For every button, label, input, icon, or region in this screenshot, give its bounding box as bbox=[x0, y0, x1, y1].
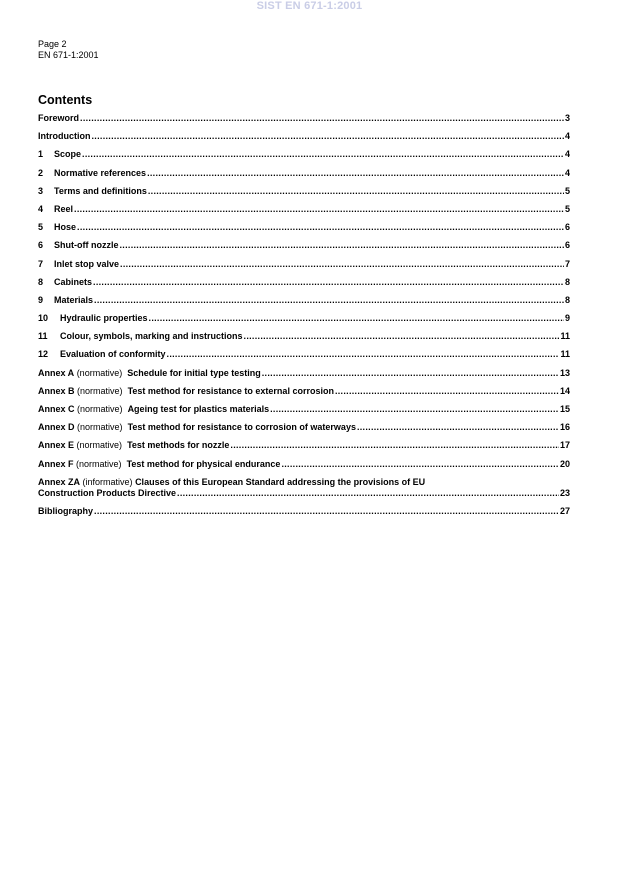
toc-page: 14 bbox=[559, 385, 570, 396]
toc-title: Evaluation of conformity bbox=[60, 349, 166, 360]
toc-page: 20 bbox=[559, 458, 570, 469]
toc-page: 11 bbox=[560, 331, 570, 342]
toc-number: 1 bbox=[38, 149, 44, 160]
toc-entry-shut-off-nozzle[interactable] bbox=[38, 240, 570, 251]
annex-label: Annex ZA bbox=[38, 476, 81, 487]
annex-type: (normative) bbox=[77, 404, 123, 414]
toc-title: Terms and definitions bbox=[54, 185, 147, 196]
toc-entry-materials[interactable] bbox=[38, 295, 570, 306]
table-of-contents bbox=[38, 113, 570, 524]
leader-dots bbox=[281, 459, 559, 470]
toc-title: Test method for physical endurance bbox=[126, 458, 281, 469]
annex-type: (normative) bbox=[77, 385, 123, 396]
toc-page: 11 bbox=[560, 349, 570, 360]
toc-entry-terms-and-definitions[interactable] bbox=[38, 186, 570, 197]
toc-entry-cabinets[interactable] bbox=[38, 277, 570, 288]
annex-label: Annex C bbox=[38, 404, 75, 414]
toc-entry-annex-e[interactable] bbox=[38, 440, 570, 451]
leader-dots bbox=[74, 204, 564, 215]
annex-type: (normative) bbox=[76, 367, 123, 378]
toc-number: 12 bbox=[38, 349, 49, 360]
leader-dots bbox=[92, 131, 564, 142]
toc-number: 10 bbox=[38, 313, 49, 324]
toc-page: 3 bbox=[564, 113, 570, 123]
leader-dots bbox=[357, 422, 559, 433]
toc-entry-annex-za[interactable] bbox=[38, 477, 570, 499]
annex-type: (normative) bbox=[76, 440, 123, 451]
annex-label: Annex B bbox=[38, 385, 75, 396]
toc-title: Bibliography bbox=[38, 505, 94, 516]
toc-title: Hose bbox=[54, 222, 77, 233]
contents-title: Contents bbox=[38, 93, 93, 107]
leader-dots bbox=[148, 186, 564, 197]
annex-label: Annex A bbox=[38, 367, 75, 378]
toc-number: 11 bbox=[38, 331, 48, 342]
toc-title: Inlet stop valve bbox=[54, 258, 120, 269]
leader-dots bbox=[167, 349, 560, 360]
toc-page: 7 bbox=[564, 258, 570, 269]
leader-dots bbox=[262, 368, 559, 379]
toc-entry-inlet-stop-valve[interactable] bbox=[38, 259, 570, 270]
toc-page: 6 bbox=[564, 222, 570, 233]
toc-number: 2 bbox=[38, 167, 44, 178]
toc-title: Hydraulic properties bbox=[60, 313, 148, 324]
toc-title: Shut-off nozzle bbox=[54, 240, 119, 251]
toc-entry-bibliography[interactable] bbox=[38, 506, 570, 517]
leader-dots bbox=[120, 240, 564, 251]
leader-dots bbox=[147, 168, 564, 179]
page-number: Page 2 bbox=[38, 39, 67, 49]
toc-page: 5 bbox=[564, 203, 570, 214]
annex-label: Annex F bbox=[38, 458, 74, 469]
toc-number: 9 bbox=[38, 294, 44, 305]
leader-dots bbox=[93, 277, 564, 288]
leader-dots bbox=[94, 295, 564, 306]
toc-title-line1: Clauses of this European Standard addressing the provisions of EU bbox=[135, 476, 426, 487]
leader-dots bbox=[149, 313, 564, 324]
toc-entry-evaluation-of-conformity[interactable] bbox=[38, 349, 570, 360]
toc-page: 27 bbox=[559, 505, 570, 516]
toc-page: 16 bbox=[559, 422, 570, 433]
leader-dots bbox=[77, 222, 564, 233]
toc-page: 6 bbox=[564, 240, 570, 251]
toc-page: 5 bbox=[564, 185, 570, 196]
toc-title: Scope bbox=[54, 149, 82, 160]
leader-dots bbox=[270, 404, 559, 415]
toc-number: 7 bbox=[38, 258, 44, 269]
leader-dots bbox=[120, 259, 564, 270]
leader-dots bbox=[244, 331, 560, 342]
toc-number: 4 bbox=[38, 203, 44, 214]
toc-page: 17 bbox=[559, 440, 570, 451]
toc-title: Reel bbox=[54, 203, 74, 214]
toc-page: 23 bbox=[559, 487, 570, 498]
leader-dots bbox=[335, 386, 559, 397]
toc-entry-scope[interactable] bbox=[38, 149, 570, 160]
toc-title: Test method for resistance to corrosion of waterways bbox=[127, 422, 356, 433]
toc-entry-foreword[interactable] bbox=[38, 113, 570, 124]
toc-entry-hose[interactable] bbox=[38, 222, 570, 233]
toc-title: Ageing test for plastics materials bbox=[127, 404, 270, 414]
toc-entry-annex-c[interactable] bbox=[38, 404, 570, 415]
toc-title: Normative references bbox=[54, 167, 147, 178]
toc-page: 8 bbox=[564, 276, 570, 287]
toc-title: Introduction bbox=[38, 131, 91, 142]
toc-title: Colour, symbols, marking and instructions bbox=[60, 331, 243, 342]
toc-title: Test methods for nozzle bbox=[127, 440, 230, 451]
toc-entry-colour-symbols[interactable] bbox=[38, 331, 570, 342]
toc-entry-annex-f[interactable] bbox=[38, 459, 570, 470]
toc-page: 15 bbox=[559, 404, 570, 414]
toc-number: 3 bbox=[38, 185, 44, 196]
toc-page: 4 bbox=[564, 149, 570, 160]
annex-label: Annex E bbox=[38, 440, 75, 451]
annex-type: (informative) bbox=[82, 476, 133, 487]
toc-entry-annex-d[interactable] bbox=[38, 422, 570, 433]
leader-dots bbox=[230, 440, 559, 451]
page-header bbox=[38, 39, 99, 61]
toc-page: 8 bbox=[564, 294, 570, 305]
toc-entry-introduction[interactable] bbox=[38, 131, 570, 142]
toc-title: Schedule for initial type testing bbox=[127, 367, 261, 378]
toc-title: Test method for resistance to external corrosion bbox=[127, 385, 334, 396]
toc-title: Materials bbox=[54, 294, 94, 305]
leader-dots bbox=[177, 488, 559, 499]
toc-title: Cabinets bbox=[54, 276, 93, 287]
watermark: SIST EN 671-1:2001 bbox=[256, 0, 363, 12]
toc-page: 13 bbox=[559, 367, 570, 378]
toc-entry-reel[interactable] bbox=[38, 204, 570, 215]
toc-page: 4 bbox=[564, 131, 570, 142]
toc-page: 9 bbox=[564, 313, 570, 324]
leader-dots bbox=[80, 113, 564, 124]
annex-label: Annex D bbox=[38, 422, 75, 433]
annex-type: (normative) bbox=[77, 422, 123, 433]
toc-entry-hydraulic-properties[interactable] bbox=[38, 313, 570, 324]
leader-dots bbox=[94, 506, 559, 517]
leader-dots bbox=[82, 149, 564, 160]
toc-entry-annex-a[interactable] bbox=[38, 368, 570, 379]
toc-number: 5 bbox=[38, 222, 44, 233]
toc-entry-annex-b[interactable] bbox=[38, 386, 570, 397]
toc-entry-normative-references[interactable] bbox=[38, 168, 570, 179]
toc-page: 4 bbox=[564, 167, 570, 178]
standard-code: EN 671-1:2001 bbox=[38, 50, 99, 60]
toc-number: 8 bbox=[38, 276, 44, 287]
toc-title-line2: Construction Products Directive bbox=[38, 487, 177, 498]
toc-title: Foreword bbox=[38, 113, 80, 123]
annex-type: (normative) bbox=[76, 458, 122, 469]
toc-number: 6 bbox=[38, 240, 44, 251]
